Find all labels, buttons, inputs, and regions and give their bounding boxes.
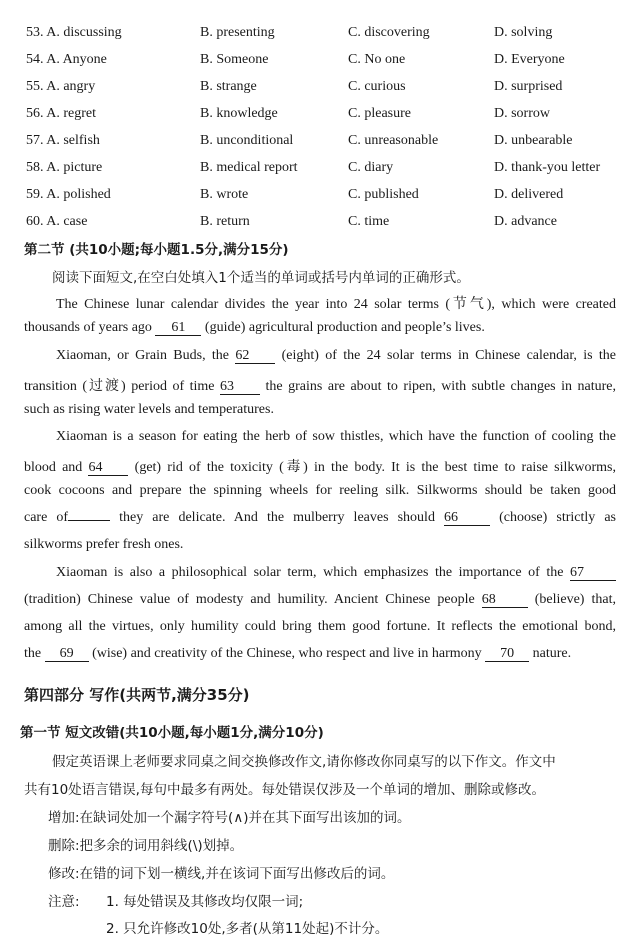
option-a: 58. A. picture <box>26 160 103 175</box>
blank-65[interactable] <box>68 520 110 521</box>
passage-line: Xiaoman is also a philosophical solar term, which emphasizes the importance of the 67 <box>56 565 616 581</box>
rule-add: 增加:在缺词处加一个漏字符号(∧)并在其下面写出该加的词。 <box>48 810 411 826</box>
passage-line: thousands of years ago 61 (guide) agricultural production and people’s lives. <box>24 320 485 335</box>
note-label: 注意: <box>48 894 80 910</box>
blank-66[interactable]: 66 <box>444 511 490 526</box>
blank-63[interactable]: 63 <box>220 380 260 395</box>
passage-line: among all the virtues, only humility could bring them good fortune. It reflects the emotional bond, <box>24 619 616 634</box>
passage-line: the 69 (wise) and creativity of the Chinese, who respect and live in harmony 70 nature. <box>24 646 572 661</box>
option-a: 60. A. case <box>26 214 88 229</box>
option-d: D. surprised <box>494 79 563 94</box>
option-c: C. pleasure <box>348 106 411 121</box>
blank-61[interactable]: 61 <box>155 321 201 336</box>
option-d: D. unbearable <box>494 133 573 148</box>
option-a: 53. A. discussing <box>26 25 122 40</box>
blank-68[interactable]: 68 <box>482 593 528 608</box>
option-d: D. Everyone <box>494 52 565 67</box>
option-a: 59. A. polished <box>26 187 111 202</box>
option-b: B. Someone <box>200 52 269 67</box>
option-b: B. knowledge <box>200 106 278 121</box>
option-b: B. presenting <box>200 25 275 40</box>
passage-line: Xiaoman is a season for eating the herb of sow thistles, which have the function of cooling the <box>56 429 616 444</box>
note-2: 2. 只允许修改10处,多者(从第11处起)不计分。 <box>106 921 389 937</box>
option-b: B. strange <box>200 79 257 94</box>
option-a: 55. A. angry <box>26 79 96 94</box>
passage-line: blood and 64 (get) rid of the toxicity (毒) in the body. It is the best time to raise silkworms, <box>24 460 616 475</box>
rule-delete: 删除:把多余的词用斜线(\)划掉。 <box>48 838 244 854</box>
option-c: C. No one <box>348 52 406 67</box>
option-b: B. return <box>200 214 250 229</box>
passage-line: (tradition) Chinese value of modesty and humility. Ancient Chinese people 68 (believe) that, <box>24 592 616 607</box>
part-4-intro-line-1: 假定英语课上老师要求同桌之间交换修改作文,请你修改你同桌写的以下作文。作文中 <box>52 754 556 770</box>
passage-line: care of they are delicate. And the mulberry leaves should 66 (choose) strictly as <box>24 510 617 525</box>
passage-line: Xiaoman, or Grain Buds, the 62 (eight) of the 24 solar terms in Chinese calendar, is the <box>56 348 616 363</box>
option-d: D. delivered <box>494 187 564 202</box>
part-4-title: 第四部分 写作(共两节,满分35分) <box>24 686 250 704</box>
option-a: 56. A. regret <box>26 106 96 121</box>
option-c: C. curious <box>348 79 406 94</box>
passage-line: The Chinese lunar calendar divides the year into 24 solar terms (节气), which were created <box>56 297 616 312</box>
option-d: D. thank-you letter <box>494 160 601 175</box>
option-c: C. unreasonable <box>348 133 439 148</box>
passage-line: cook cocoons and prepare the spinning wheels for reeling silk. Silkworms should be taken good <box>24 483 616 498</box>
rule-modify: 修改:在错的词下划一横线,并在该词下面写出修改后的词。 <box>48 866 395 882</box>
option-d: D. sorrow <box>494 106 550 121</box>
blank-67[interactable]: 67 <box>570 566 616 581</box>
part-4-section-1-title: 第一节 短文改错(共10小题,每小题1分,满分10分) <box>20 725 324 741</box>
option-b: B. wrote <box>200 187 249 202</box>
option-a: 54. A. Anyone <box>26 52 107 67</box>
option-d: D. advance <box>494 214 557 229</box>
blank-69[interactable]: 69 <box>45 647 89 662</box>
option-c: C. discovering <box>348 25 430 40</box>
note-1: 1. 每处错误及其修改均仅限一词; <box>106 894 304 910</box>
option-b: B. unconditional <box>200 133 294 148</box>
option-c: C. diary <box>348 160 394 175</box>
option-a: 57. A. selfish <box>26 133 100 148</box>
option-d: D. solving <box>494 25 553 40</box>
option-b: B. medical report <box>200 160 298 175</box>
section-2-instruction: 阅读下面短文,在空白处填入1个适当的单词或括号内单词的正确形式。 <box>52 270 470 286</box>
blank-62[interactable]: 62 <box>235 349 275 364</box>
passage-line: transition (过渡) period of time 63 the grains are about to ripen, with subtle changes in nature, <box>24 379 616 394</box>
section-2-title: 第二节 (共10小题;每小题1.5分,满分15分) <box>24 242 289 258</box>
passage-line: such as rising water levels and temperatures. <box>24 402 274 417</box>
option-c: C. published <box>348 187 419 202</box>
blank-64[interactable]: 64 <box>88 461 128 476</box>
part-4-intro-line-2: 共有10处语言错误,每句中最多有两处。每处错误仅涉及一个单词的增加、删除或修改。 <box>24 782 545 798</box>
option-c: C. time <box>348 214 390 229</box>
blank-70[interactable]: 70 <box>485 647 529 662</box>
passage-line: silkworms prefer fresh ones. <box>24 537 184 552</box>
